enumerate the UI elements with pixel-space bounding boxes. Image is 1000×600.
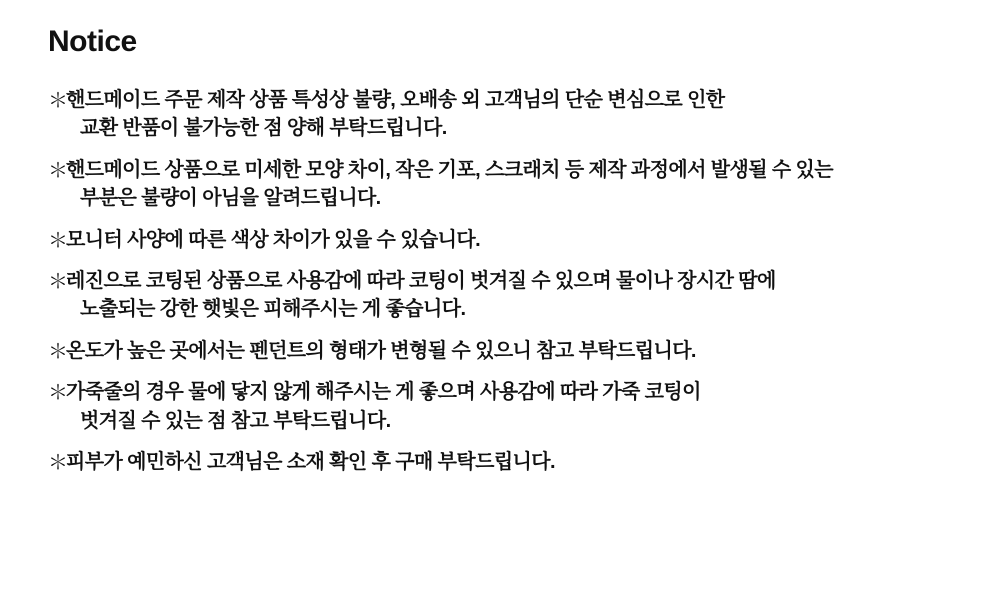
asterisk-bullet-icon: ＊: [48, 340, 68, 363]
notice-item-line: 벗겨질 수 있는 점 참고 부탁드립니다.: [80, 409, 391, 432]
notice-item-line: 모니터 사양에 따른 색상 차이가 있을 수 있습니다.: [66, 228, 481, 251]
asterisk-bullet-icon: ＊: [48, 270, 68, 293]
notice-item-line: 교환 반품이 불가능한 점 양해 부탁드립니다.: [80, 117, 447, 140]
notice-item-line: 부분은 불량이 아님을 알려드립니다.: [80, 187, 381, 210]
notice-item-line: 핸드메이드 주문 제작 상품 특성상 불량, 오배송 외 고객님의 단순 변심으로 인한: [66, 89, 725, 111]
notice-item-line: 피부가 예민하신 고객님은 소재 확인 후 구매 부탁드립니다.: [66, 450, 555, 473]
asterisk-bullet-icon: ＊: [48, 451, 68, 474]
notice-list-item: [48, 378, 960, 435]
notice-item-line: 핸드메이드 상품으로 미세한 모양 차이, 작은 기포, 스크래치 등 제작 과정에서 발생될 수 있는: [66, 158, 833, 181]
notice-item-text: [66, 86, 960, 143]
notice-item-text: [66, 448, 960, 476]
notice-item-text: [66, 267, 960, 324]
notice-item-text: [66, 378, 960, 435]
notice-item-line: 노출되는 강한 햇빛은 피해주시는 게 좋습니다.: [80, 298, 466, 321]
notice-list: [48, 86, 960, 476]
notice-list-item: [48, 226, 960, 254]
notice-item-line: 온도가 높은 곳에서는 펜던트의 형태가 변형될 수 있으니 참고 부탁드립니다.: [66, 339, 696, 362]
notice-item-text: [66, 337, 960, 365]
asterisk-bullet-icon: ＊: [48, 229, 68, 252]
notice-list-item: [48, 337, 960, 365]
asterisk-bullet-icon: ＊: [48, 159, 68, 182]
notice-list-item: [48, 156, 960, 213]
asterisk-bullet-icon: ＊: [48, 90, 68, 112]
notice-list-item: [48, 448, 960, 476]
notice-item-text: [66, 226, 960, 254]
notice-list-item: [48, 86, 960, 143]
notice-item-line: 가죽줄의 경우 물에 닿지 않게 해주시는 게 좋으며 사용감에 따라 가죽 코팅이: [66, 381, 701, 404]
notice-list-item: [48, 267, 960, 324]
notice-item-text: [66, 156, 960, 213]
notice-item-line: 레진으로 코팅된 상품으로 사용감에 따라 코팅이 벗겨질 수 있으며 물이나 장시간 땀에: [66, 269, 776, 292]
asterisk-bullet-icon: ＊: [48, 382, 68, 405]
page-title: Notice: [48, 25, 137, 58]
